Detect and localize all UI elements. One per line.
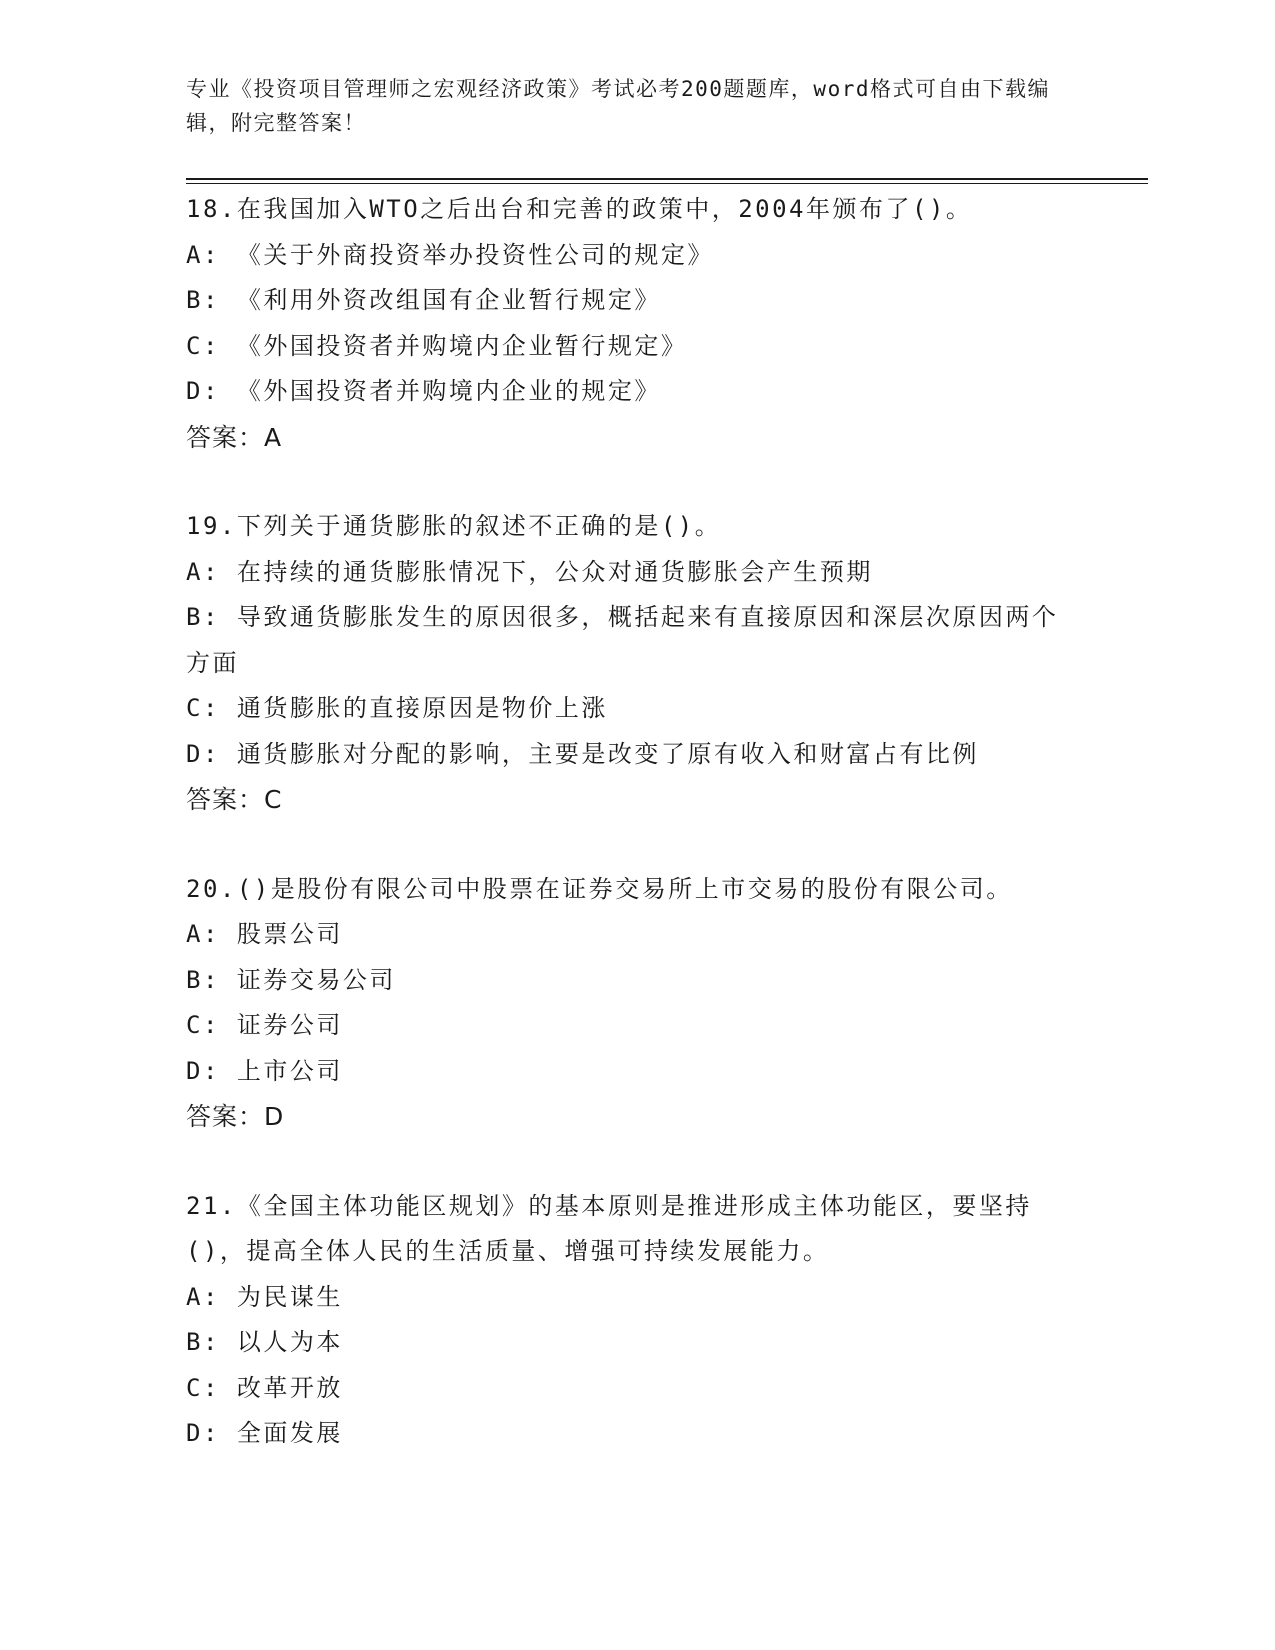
option-b: B: 导致通货膨胀发生的原因很多，概括起来有直接原因和深层次原因两个方面 xyxy=(186,603,1059,677)
option-d: D: 上市公司 xyxy=(186,1056,343,1085)
option-b: B: 证券交易公司 xyxy=(186,965,396,994)
option-c: C: 证券公司 xyxy=(186,1011,343,1039)
option-d: D: 《外国投资者并购境内企业的规定》 xyxy=(186,377,661,405)
question-list xyxy=(186,187,1066,1457)
question-stem: 18.在我国加入WTO之后出台和完善的政策中，2004年颁布了()。 xyxy=(186,195,973,223)
question-18 xyxy=(186,187,1066,460)
option-a: A: 在持续的通货膨胀情况下，公众对通货膨胀会产生预期 xyxy=(186,557,873,586)
header-divider-thick xyxy=(186,178,1148,180)
question-19 xyxy=(186,504,1066,823)
question-21 xyxy=(186,1184,1066,1457)
option-d: D: 全面发展 xyxy=(186,1419,343,1447)
question-20 xyxy=(186,867,1066,1140)
document-header: 专业《投资项目管理师之宏观经济政策》考试必考200题题库，word格式可自由下载编辑，附完整答案！ xyxy=(186,77,1050,135)
answer-line: 答案：C xyxy=(186,785,283,814)
option-a: A: 股票公司 xyxy=(186,920,343,948)
header-divider-thin xyxy=(186,183,1148,184)
question-stem: 21.《全国主体功能区规划》的基本原则是推进形成主体功能区，要坚持()，提高全体人民的生活质量、增强可持续发展能力。 xyxy=(186,1191,1032,1265)
option-a: A: 《关于外商投资举办投资性公司的规定》 xyxy=(186,240,714,269)
option-b: B: 《利用外资改组国有企业暂行规定》 xyxy=(186,286,661,314)
answer-line: 答案：A xyxy=(186,422,283,452)
option-b: B: 以人为本 xyxy=(186,1328,343,1356)
option-d: D: 通货膨胀对分配的影响，主要是改变了原有收入和财富占有比例 xyxy=(186,739,979,768)
question-stem: 20.()是股份有限公司中股票在证券交易所上市交易的股份有限公司。 xyxy=(186,874,1013,903)
option-a: A: 为民谋生 xyxy=(186,1282,343,1311)
question-stem: 19.下列关于通货膨胀的叙述不正确的是()。 xyxy=(186,512,722,540)
answer-line: 答案：D xyxy=(186,1102,285,1131)
option-c: C: 《外国投资者并购境内企业暂行规定》 xyxy=(186,331,688,360)
option-c: C: 通货膨胀的直接原因是物价上涨 xyxy=(186,694,608,722)
option-c: C: 改革开放 xyxy=(186,1373,343,1402)
